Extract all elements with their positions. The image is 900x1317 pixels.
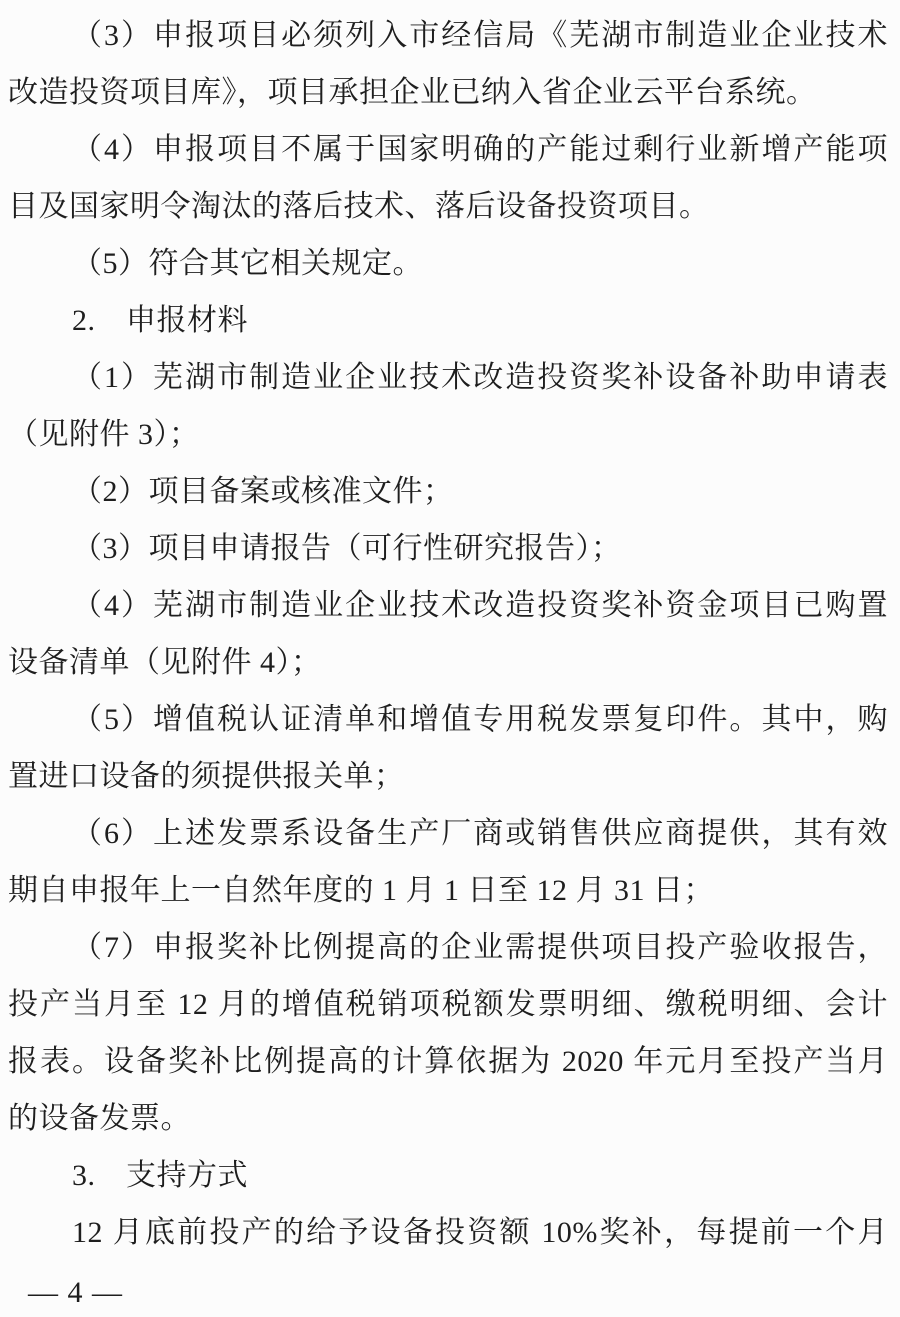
text-line: （5）符合其它相关规定。 bbox=[72, 247, 423, 280]
text-line: （3）项目申请报告（可行性研究报告）； bbox=[72, 532, 622, 565]
text-line: 设备清单（见附件 4）； bbox=[8, 646, 322, 679]
text-line: （2）项目备案或核准文件； bbox=[72, 475, 454, 508]
text-line: （7）申报奖补比例提高的企业需提供项目投产验收报告， bbox=[72, 931, 888, 964]
text-line: （1）芜湖市制造业企业技术改造投资奖补设备补助申请表 bbox=[72, 361, 888, 394]
text-line: 置进口设备的须提供报关单； bbox=[8, 760, 405, 793]
text-line: 2. 申报材料 bbox=[72, 304, 248, 337]
text-line: （5）增值税认证清单和增值专用税发票复印件。其中，购 bbox=[72, 703, 888, 736]
text-line: 3. 支持方式 bbox=[72, 1159, 248, 1192]
text-line: （见附件 3）； bbox=[8, 418, 200, 451]
page-number-label: — 4 — bbox=[28, 1276, 123, 1309]
text-line: 12 月底前投产的给予设备投资额 10%奖补，每提前一个月 bbox=[72, 1216, 888, 1249]
text-line: 改造投资项目库》，项目承担企业已纳入省企业云平台系统。 bbox=[8, 76, 817, 109]
text-line: （4）申报项目不属于国家明确的产能过剩行业新增产能项 bbox=[72, 133, 888, 166]
text-line: 报表。设备奖补比例提高的计算依据为 2020 年元月至投产当月 bbox=[8, 1045, 888, 1078]
text-line: 期自申报年上一自然年度的 1 月 1 日至 12 月 31 日； bbox=[8, 874, 714, 907]
text-line: 投产当月至 12 月的增值税销项税额发票明细、缴税明细、会计 bbox=[8, 988, 888, 1021]
text-line: 目及国家明令淘汰的落后技术、落后设备投资项目。 bbox=[8, 190, 710, 223]
text-line: （6）上述发票系设备生产厂商或销售供应商提供，其有效 bbox=[72, 817, 888, 850]
document-body bbox=[8, 7, 888, 1261]
text-line: 的设备发票。 bbox=[8, 1102, 191, 1135]
text-line: （3）申报项目必须列入市经信局《芜湖市制造业企业技术 bbox=[72, 19, 888, 52]
text-line: （4）芜湖市制造业企业技术改造投资奖补资金项目已购置 bbox=[72, 589, 888, 622]
